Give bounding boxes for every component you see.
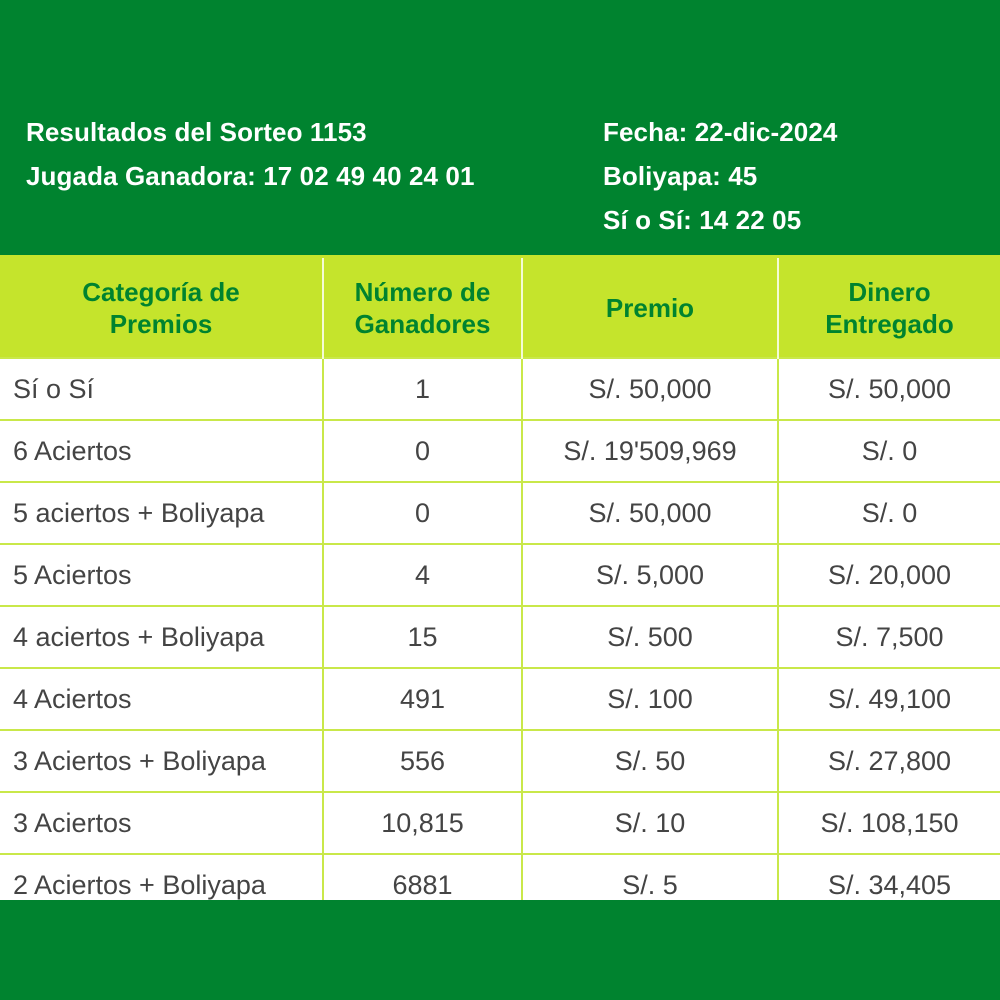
cell-categoria: 2 Aciertos + Boliyapa	[0, 854, 323, 915]
draw-number: Resultados del Sorteo 1153	[26, 117, 367, 147]
column-header-categoria: Categoría de Premios	[0, 257, 323, 359]
cell-premio: S/. 10	[522, 792, 778, 854]
table-row	[0, 606, 1000, 668]
cell-premio: S/. 50	[522, 730, 778, 792]
cell-ganadores: 556	[323, 730, 522, 792]
cell-categoria: 3 Aciertos + Boliyapa	[0, 730, 323, 792]
table-row	[0, 482, 1000, 544]
cell-categoria: 5 Aciertos	[0, 544, 323, 606]
table-row	[0, 668, 1000, 730]
table-header-row	[0, 257, 1000, 359]
table-row	[0, 420, 1000, 482]
cell-ganadores: 0	[323, 482, 522, 544]
cell-entregado: S/. 0	[778, 420, 1000, 482]
cell-entregado: S/. 0	[778, 482, 1000, 544]
prize-table-container	[0, 255, 1000, 900]
cell-ganadores: 0	[323, 420, 522, 482]
prize-table	[0, 255, 1000, 915]
table-row	[0, 730, 1000, 792]
cell-entregado: S/. 7,500	[778, 606, 1000, 668]
cell-premio: S/. 50,000	[522, 358, 778, 420]
si-o-si-numbers: Sí o Sí: 14 22 05	[603, 205, 802, 235]
footer-band	[0, 900, 1000, 1000]
winning-numbers: Jugada Ganadora: 17 02 49 40 24 01	[26, 161, 475, 191]
cell-categoria: 3 Aciertos	[0, 792, 323, 854]
cell-entregado: S/. 108,150	[778, 792, 1000, 854]
boliyapa-number: Boliyapa: 45	[603, 161, 758, 191]
cell-entregado: S/. 50,000	[778, 358, 1000, 420]
cell-ganadores: 10,815	[323, 792, 522, 854]
cell-categoria: 5 aciertos + Boliyapa	[0, 482, 323, 544]
results-header	[0, 0, 1000, 255]
cell-premio: S/. 500	[522, 606, 778, 668]
cell-premio: S/. 50,000	[522, 482, 778, 544]
cell-ganadores: 1	[323, 358, 522, 420]
column-header-ganadores: Número de Ganadores	[323, 257, 522, 359]
table-row	[0, 544, 1000, 606]
cell-categoria: 4 Aciertos	[0, 668, 323, 730]
cell-premio: S/. 100	[522, 668, 778, 730]
cell-categoria: Sí o Sí	[0, 358, 323, 420]
cell-entregado: S/. 20,000	[778, 544, 1000, 606]
table-row	[0, 358, 1000, 420]
cell-premio: S/. 19'509,969	[522, 420, 778, 482]
cell-entregado: S/. 34,405	[778, 854, 1000, 915]
cell-ganadores: 15	[323, 606, 522, 668]
cell-ganadores: 491	[323, 668, 522, 730]
cell-entregado: S/. 27,800	[778, 730, 1000, 792]
cell-categoria: 6 Aciertos	[0, 420, 323, 482]
cell-categoria: 4 aciertos + Boliyapa	[0, 606, 323, 668]
cell-ganadores: 6881	[323, 854, 522, 915]
table-row	[0, 792, 1000, 854]
column-header-entregado: Dinero Entregado	[778, 257, 1000, 359]
cell-entregado: S/. 49,100	[778, 668, 1000, 730]
cell-ganadores: 4	[323, 544, 522, 606]
draw-date: Fecha: 22-dic-2024	[603, 117, 838, 147]
cell-premio: S/. 5,000	[522, 544, 778, 606]
column-header-premio: Premio	[522, 257, 778, 359]
cell-premio: S/. 5	[522, 854, 778, 915]
